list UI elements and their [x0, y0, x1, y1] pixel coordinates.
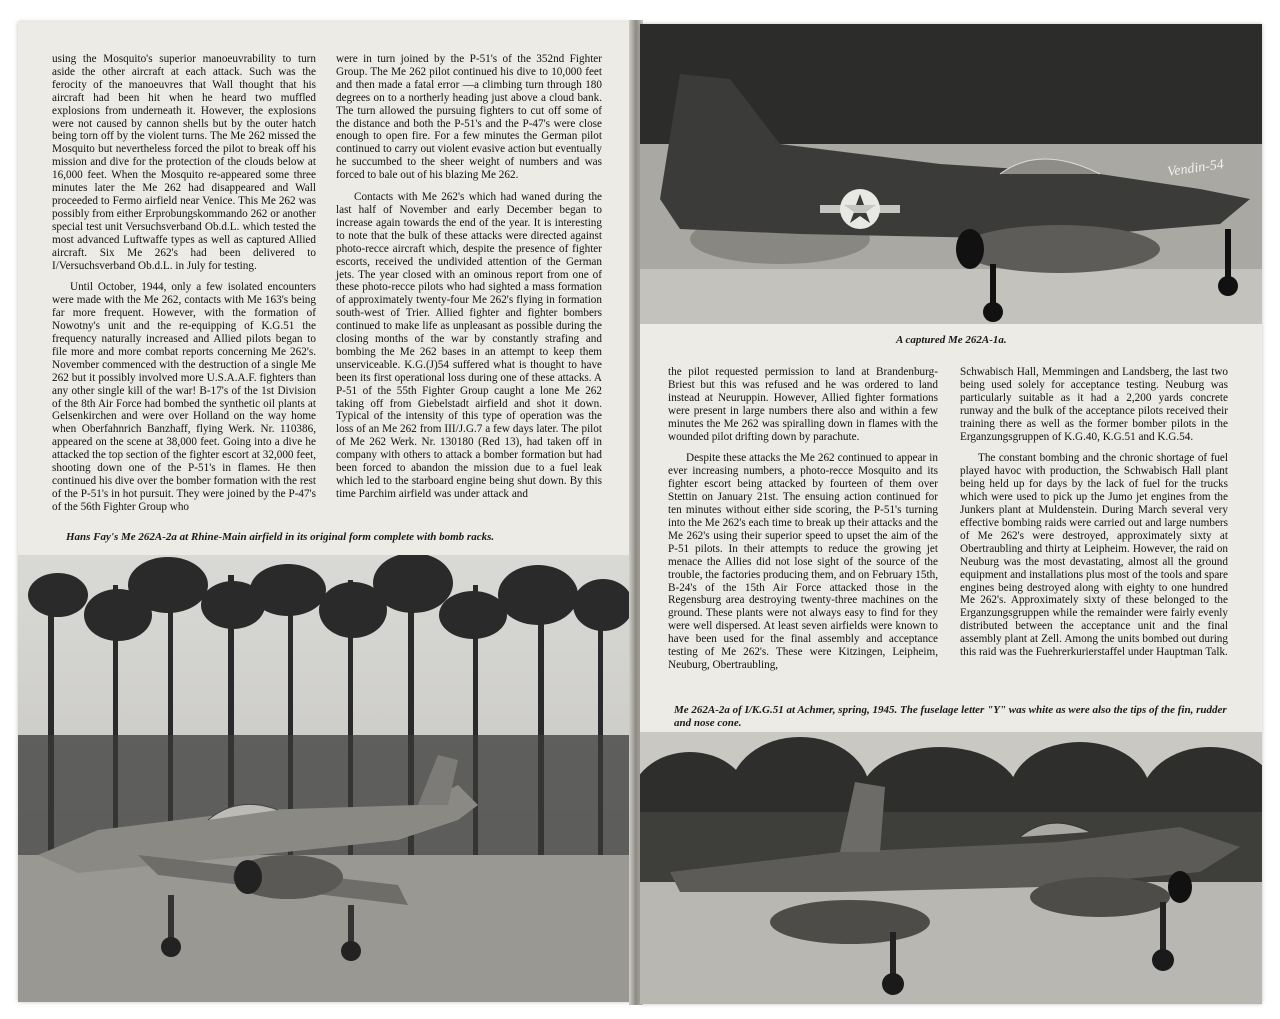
paragraph: The constant bombing and the chronic shortage of fuel played havoc with production, the Schwabisch Hall plant being held up for days by the lack of fuel for the trucks which were used to pick up the Jumo jet engines from the Junkers plant at Muldenstein. During March several very effective bombing raids were carried out and large numbers of Me 262's were destroyed, approximately sixty at Obertraubling and thirty at Leipheim. However, the raid on Neuburg was the most devastating, almost all the ground equipment and installations plus most of the tools and spare engines being destroyed along with eighty to one hundred Me 262's. Approximately sixty of these belonged to the Erganzungsgruppen while the remainder were fairly evenly distributed between the acceptance unit and the final assembly plant at Zell. Among the units bombed out during this raid was the Fuehrerkurierstaffel under Hauptman Talk.	[960, 452, 1228, 659]
right-column-2	[960, 366, 1228, 668]
left-column-2	[336, 53, 602, 510]
left-page	[18, 22, 632, 1002]
paragraph: Until October, 1944, only a few isolated encounters were made with the Me 262, contacts with Me 163's being far more frequent. However, with the formation of Nowotny's unit and the re-equipping of K.G.51 the frequency naturally increased and Allied pilots began to file more and more combat reports concerning Me 262's. November commenced with the destruction of a single Me 262 but it possibly involved more U.S.A.A.F. fighters than any other single kill of the war! B-17's of the 1st Division of the 8th Air Force had bombed the synthetic oil plants at Gelsenkirchen and were over Holland on the way home when Oberfahnrich Banzhaff, flying Werk. Nr. 110386, appeared on the scene at 38,000 feet. Going into a dive he attacked the top section of the fighter escort at 32,000 feet, shooting down one of the P-51's in flames. He then continued his dive over the bomber formation with the rest of the P-51's in hot pursuit. They were joined by the P-47's of the 56th Fighter Group who	[52, 281, 316, 513]
left-column-1	[52, 53, 316, 523]
paragraph: Schwabisch Hall, Memmingen and Landsberg, the last two being used solely for acceptance testing. Neuburg was particularly suitable as it had a 2,200 yards concrete runway and the bulk of the acceptance pilots received their training there as well as the former bomber pilots in the Erganzungsgruppen of K.G.40, K.G.51 and K.G.54.	[960, 366, 1228, 443]
photo-caption-top: A captured Me 262A-1a.	[896, 334, 1007, 346]
paragraph: were in turn joined by the P-51's of the 352nd Fighter Group. The Me 262 pilot continued his dive to 10,000 feet and then made a fatal error —a climbing turn through 180 degrees on to a northerly heading just above a cloud bank. The turn allowed the pursuing fighters to cut off some of the distance and both the P-51's and the P-47's were close enough to open fire. For a few minutes the German pilot continued to carry out violent evasive action but eventually he succumbed to the sheer weight of numbers and was forced to bale out of his blazing Me 262.	[336, 53, 602, 182]
paragraph: Contacts with Me 262's which had waned during the last half of November and early December began to increase again towards the end of the year. It is interesting to note that the bulk of these attacks were directed against photo-recce aircraft which, despite the presence of fighter escorts, received the undivided attention of the German jets. The year closed with an ominous report from one of these photo-recce pilots who had sighted a mass formation of approximately twenty-four Me 262's flying in formation south-west of Trier. Allied fighter and fighter bombers continued to make life as unpleasant as possible during the closing months of the war by constantly strafing and bombing the Me 262 bases in an attempt to keep them unserviceable. K.G.(J)54 suffered what is thought to have been its first operational loss during one of these attacks. A P-51 of the 55th Fighter Group caught a lone Me 262 taking off from Giebelstadt airfield and shot it down. Typical of the intensity of this type of operation was the loss of an Me 262 from III/J.G.7 a few days later. The pilot of Me 262 Werk. Nr. 130180 (Red 13), had taken off in company with others to attack a bomber formation but had been forced to abandon the mission due to a fuel leak which led to the starboard engine being shut down. By this time Parchim airfield was under attack and	[336, 191, 602, 500]
photo-me262-achmer	[640, 732, 1262, 1004]
paragraph: Despite these attacks the Me 262 continued to appear in ever increasing numbers, a photo-recce Mosquito and its fighter escort being attacked by fourteen of them over Stettin on January 21st. The ensuing action continued for ten minutes without either side scoring, the P-51's turning into the Me 262's each time to break up their attacks and the Me 262's using their superior speed to upset the aim of the P-51 pilots. In their attempts to reduce the growing jet menace the Allies did not lose sight of the source of the trouble, the factories producing them, and on February 15th, B-24's of the 15th Air Force attacked those in the Regensburg area destroying twenty-three machines on the ground. These plants were not always easy to find for they were well dispersed. At least seven airfields were known to have been used for the final assembly and acceptance testing of Me 262's. These were Kitzingen, Leipheim, Neuburg, Obertraubling,	[668, 452, 938, 671]
right-column-1	[668, 366, 938, 681]
right-page	[640, 24, 1262, 1004]
paragraph: the pilot requested permission to land at Brandenburg-Briest but this was refused and he was ordered to land instead at Neuruppin. However, Allied fighter formations were present in large numbers there also and within a few minutes the Me 262 was spiralling down in flames with the wounded pilot drifting down by parachute.	[668, 366, 938, 443]
photo-captured-me262	[640, 24, 1262, 324]
paragraph: using the Mosquito's superior manoeuvrability to turn aside the other aircraft at each attack. Such was the ferocity of the manoeuvres that Wall thought that his aircraft had been hit when he heard two muffled explosions from underneath it. However, the explosions were not caused by cannon shells but by the outer hatch being torn off by the violent turns. The Me 262 missed the Mosquito but nevertheless forced the pilot to break off his mission and dive for the protection of the clouds below at 16,000 feet. When the Mosquito re-appeared some three minutes later the Me 262 had disappeared and Wall proceeded to Fermo airfield near Venice. This Me 262 was possibly from either Erprobungskommando 262 or another special test unit Versuchsverband Ob.d.L. which tested the most advanced Luftwaffe types as well as captured Allied aircraft. Six Me 262's had been delivered to I/Versuchsverband Ob.d.L. in July for testing.	[52, 53, 316, 272]
photo-caption-bottom: Me 262A-2a of I/K.G.51 at Achmer, spring, 1945. The fuselage letter "Y" was white as were also the tips of the fin, rudder and nose cone.	[674, 704, 1227, 729]
photo-me262-rhine-main	[18, 555, 632, 1002]
photo-caption: Hans Fay's Me 262A-2a at Rhine-Main airfield in its original form complete with bomb racks.	[66, 531, 495, 543]
nose-art-text: Vendin-54	[1166, 157, 1225, 180]
